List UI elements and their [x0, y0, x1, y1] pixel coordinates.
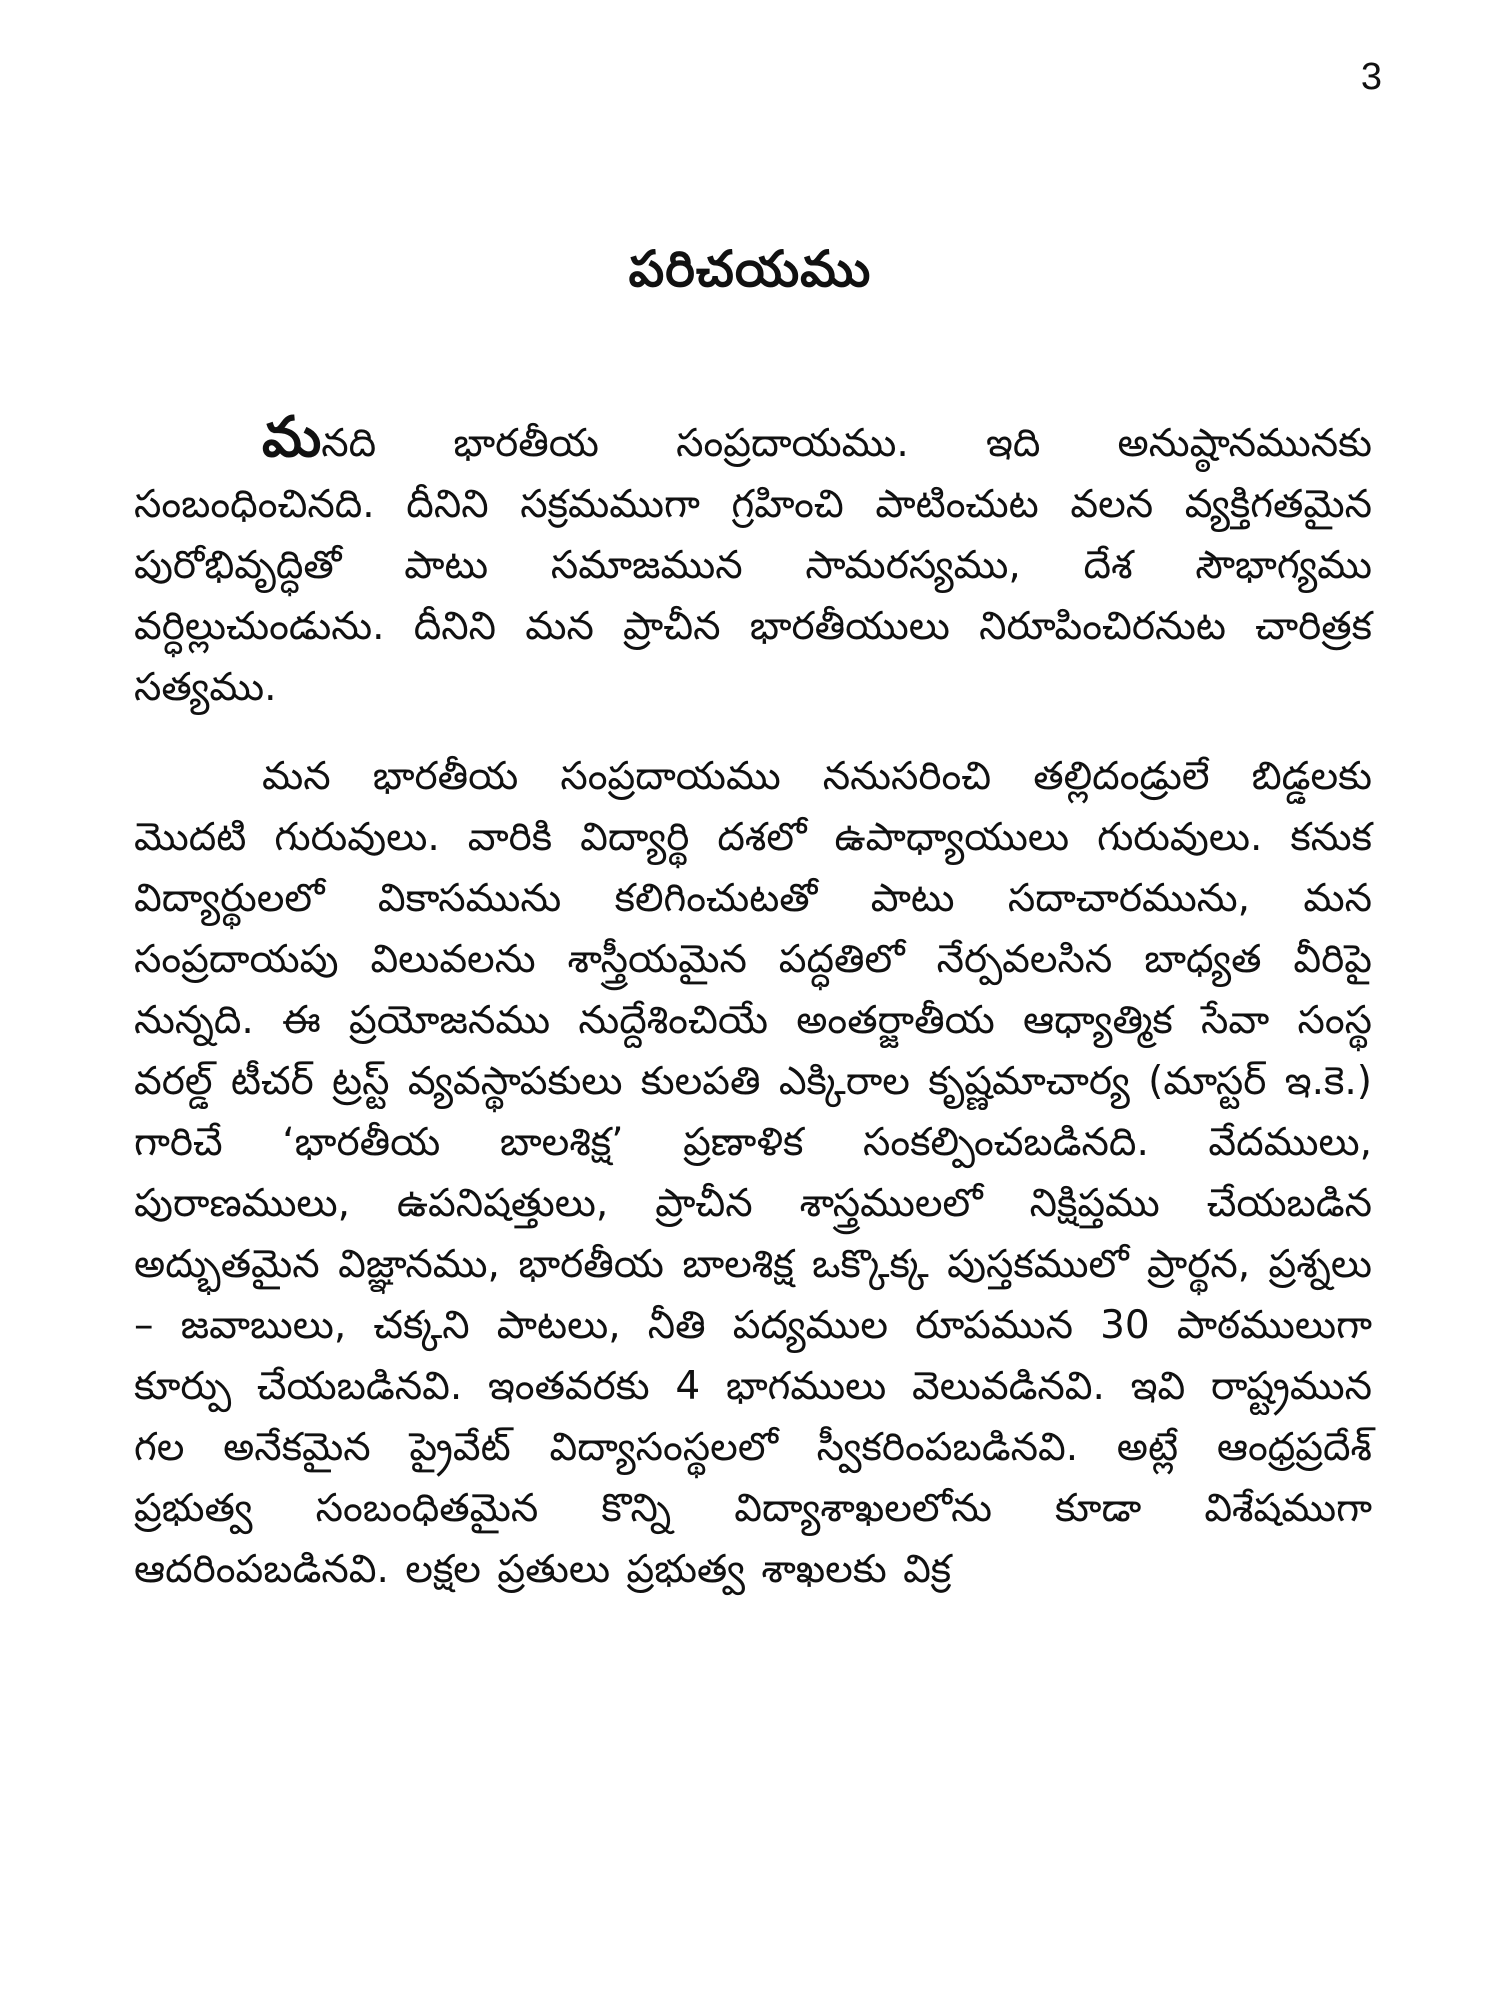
paragraph-1: [134, 405, 1372, 718]
paragraph-2: [134, 746, 1372, 1600]
paragraph-1-lead-letter: మ: [262, 405, 322, 470]
paragraph-2-text: మన భారతీయ సంప్రదాయము ననుసరించి తల్లిదండ్రులే బిడ్డలకు మొదటి గురువులు. వారికి విద్యార్థి దశలో ఉపాధ్యాయులు గురువులు. కనుక విద్యార్థులలో వికాసమును కలిగించుటతో పాటు సదాచారమును, మన సంప్రదాయపు విలువలను శాస్త్రీయమైన పద్ధతిలో నేర్పవలసిన బాధ్యత వీరిపై నున్నది. ఈ ప్రయోజనము నుద్దేశించియే అంతర్జాతీయ ఆధ్యాత్మిక సేవా సంస్థ వరల్డ్ టీచర్ ట్రస్ట్ వ్యవస్థాపకులు కులపతి ఎక్కిరాల కృష్ణమాచార్య (మాస్టర్ ఇ.కె.) గారిచే ‘భారతీయ బాలశిక్ష’ ప్రణాళిక సంకల్పించబడినది. వేదములు, పురాణములు, ఉపనిషత్తులు, ప్రాచీన శాస్త్రములలో నిక్షిప్తము చేయబడిన అద్భుతమైన విజ్ఞానము, భారతీయ బాలశిక్ష ఒక్కొక్క పుస్తకములో ప్రార్థన, ప్రశ్నలు – జవాబులు, చక్కని పాటలు, నీతి పద్యముల రూపమున 30 పాఠములుగా కూర్పు చేయబడినవి. ఇంతవరకు 4 భాగములు వెలువడినవి. ఇవి రాష్ట్రమున గల అనేకమైన ప్రైవేట్ విద్యాసంస్థలలో స్వీకరింపబడినవి. అట్లే ఆంధ్రప్రదేశ్ ప్రభుత్వ సంబంధితమైన కొన్ని విద్యాశాఖలలోను కూడా విశేషముగా ఆదరింపబడినవి. లక్షల ప్రతులు ప్రభుత్వ శాఖలకు విక్ర: [134, 754, 1372, 1592]
page-title: పరిచయము: [628, 239, 872, 298]
paragraph-1-text: నది భారతీయ సంప్రదాయము. ఇది అనుష్ఠానమునకు సంబంధించినది. దీనిని సక్రమముగా గ్రహించి పాటించుట వలన వ్యక్తిగతమైన పురోభివృద్ధితో పాటు సమాజమున సామరస్యము, దేశ సౌభాగ్యము వర్ధిల్లుచుండును. దీనిని మన ప్రాచీన భారతీయులు నిరూపించిరనుట చారిత్రక సత్యము.: [134, 421, 1372, 710]
page-number: 3: [1360, 56, 1382, 98]
body-text: [134, 405, 1372, 1600]
